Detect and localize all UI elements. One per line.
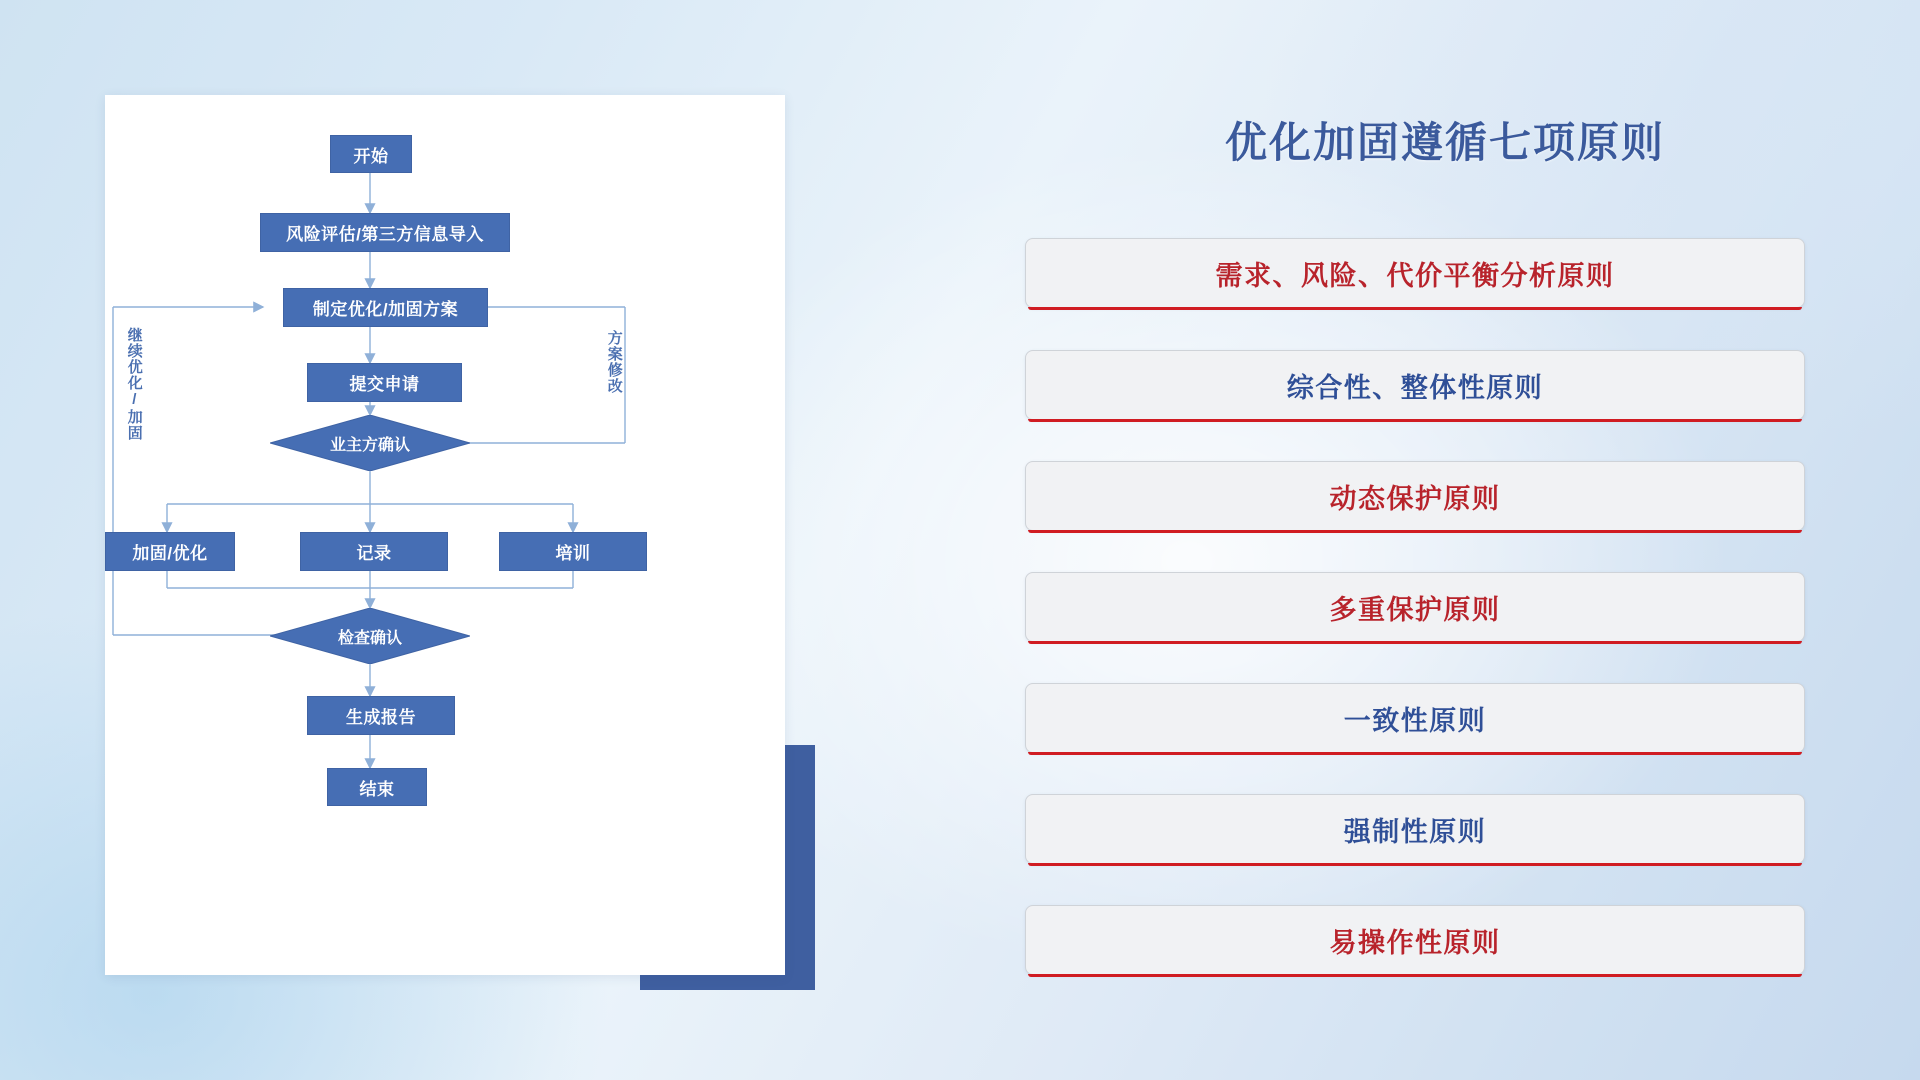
flow-node-label: 提交申请 bbox=[349, 375, 420, 394]
principle-item-6[interactable] bbox=[1025, 794, 1805, 864]
principle-label: 多重保护原则 bbox=[1329, 594, 1501, 625]
flow-node-start[interactable] bbox=[330, 135, 412, 173]
flow-node-label: 结束 bbox=[359, 779, 395, 799]
principle-label: 一致性原则 bbox=[1343, 705, 1487, 736]
flow-node-label: 培训 bbox=[555, 544, 591, 563]
flow-node-record[interactable] bbox=[300, 532, 448, 571]
principle-label: 需求、风险、代价平衡分析原则 bbox=[1215, 260, 1615, 291]
flow-node-risk-assessment[interactable] bbox=[260, 213, 510, 252]
flow-node-submit[interactable] bbox=[307, 363, 462, 402]
principle-label: 综合性、整体性原则 bbox=[1286, 372, 1544, 403]
panel-title: 优化加固遵循七项原则 bbox=[1224, 119, 1665, 166]
flow-node-label: 制定优化/加固方案 bbox=[312, 300, 459, 319]
flow-node-reinforce[interactable] bbox=[105, 532, 235, 571]
flow-node-label: 生成报告 bbox=[346, 708, 416, 727]
principle-item-4[interactable] bbox=[1025, 572, 1805, 642]
flow-edge-label-left: 继续优化/加固 bbox=[125, 327, 143, 441]
flow-node-check-confirm[interactable] bbox=[270, 608, 470, 664]
diamond-shape bbox=[270, 608, 470, 664]
diamond-shape bbox=[270, 415, 470, 471]
principle-label: 易操作性原则 bbox=[1329, 927, 1501, 958]
flow-node-report[interactable] bbox=[307, 696, 455, 735]
flow-node-label: 记录 bbox=[356, 544, 392, 563]
principle-label: 动态保护原则 bbox=[1329, 483, 1501, 514]
flow-node-training[interactable] bbox=[499, 532, 647, 571]
flow-node-plan[interactable] bbox=[283, 288, 488, 327]
flow-node-label: 开始 bbox=[353, 146, 389, 166]
principle-item-7[interactable] bbox=[1025, 905, 1805, 975]
flow-edge-label-right: 方案修改 bbox=[605, 330, 623, 394]
flow-node-label: 业主方确认 bbox=[329, 436, 410, 454]
flowchart-card bbox=[105, 95, 785, 975]
principle-item-5[interactable] bbox=[1025, 683, 1805, 753]
principle-label: 强制性原则 bbox=[1343, 816, 1487, 847]
flow-node-label: 检查确认 bbox=[337, 629, 402, 647]
flow-node-owner-confirm[interactable] bbox=[270, 415, 470, 471]
principle-item-3[interactable] bbox=[1025, 461, 1805, 531]
principle-item-2[interactable] bbox=[1025, 350, 1805, 420]
principle-item-1[interactable] bbox=[1025, 238, 1805, 308]
flow-node-label: 风险评估/第三方信息导入 bbox=[286, 225, 484, 244]
flow-node-label: 加固/优化 bbox=[132, 544, 208, 563]
flow-node-end[interactable] bbox=[327, 768, 427, 806]
